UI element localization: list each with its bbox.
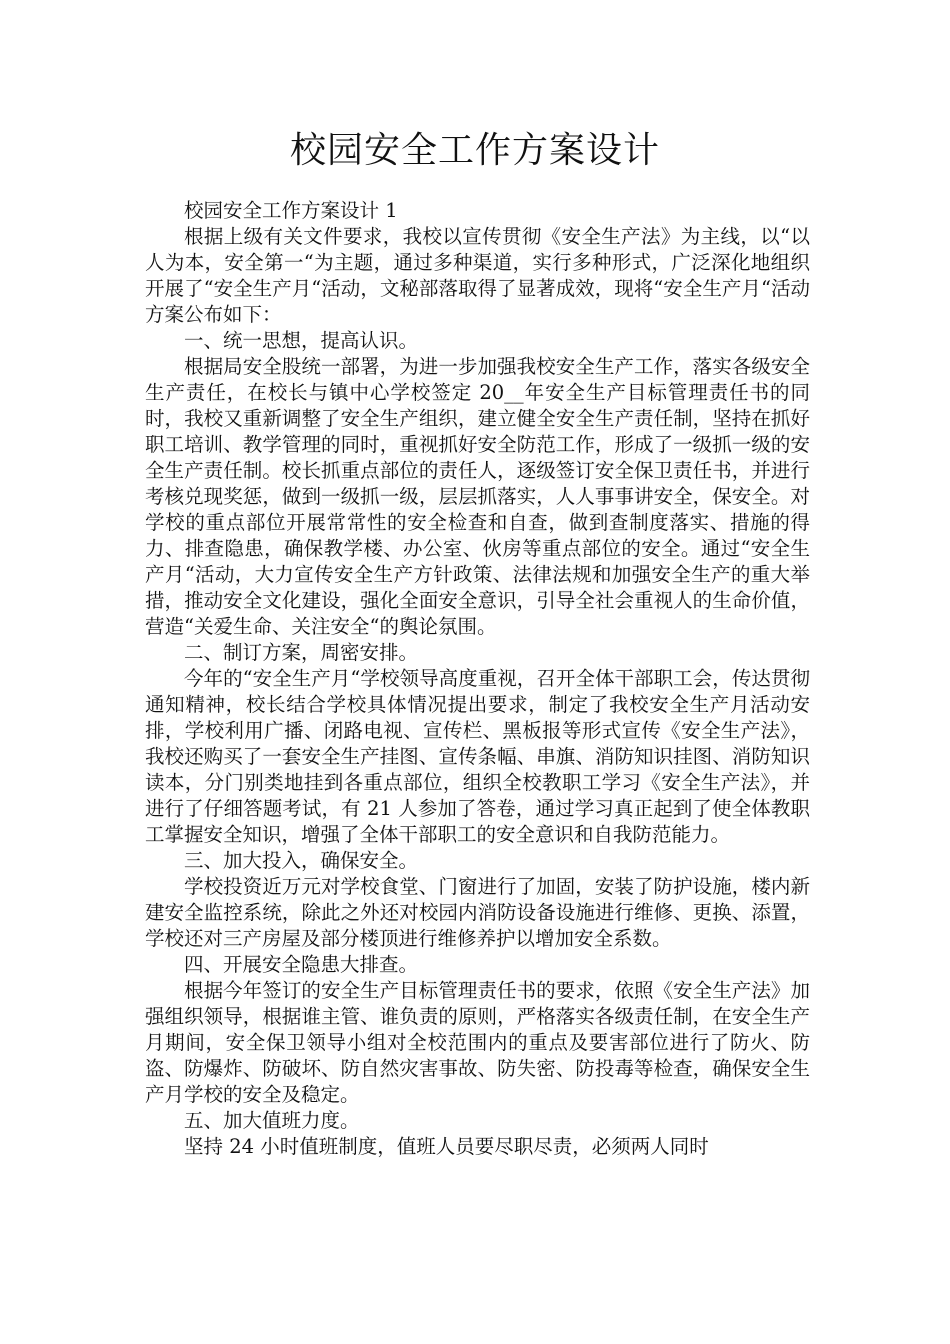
- paragraph-section-5: 坚持 24 小时值班制度，值班人员要尽职尽责，必须两人同时: [184, 1135, 709, 1158]
- paragraph-section-4: 根据今年签订的安全生产目标管理责任书的要求，依照《安全生产法》加强组织领导，根据谁主管、谁负责的原则，严格落实各级责任制，在安全生产月期间，安全保卫领导小组对全校范围内的重点及要害部位进行了防火、防盗、防爆炸、防破坏、防自然灾害事故、防失密、防投毒等检查，确保安全生产月学校的安全及稳定。: [145, 979, 810, 1106]
- document-title: 校园安全工作方案设计: [289, 130, 660, 171]
- paragraph-section-2: 今年的“安全生产月“学校领导高度重视，召开全体干部职工会，传达贯彻通知精神，校长结合学校具体情况提出要求，制定了我校安全生产月活动安排，学校利用广播、闭路电视、宣传栏、黑板报等形式宣传《安全生产法》，我校还购买了一套安全生产挂图、宣传条幅、串旗、消防知识挂图、消防知识读本，分门别类地挂到各重点部位，组织全校教职工学习《安全生产法》，并进行了仔细答题考试，有 21 人参加了答卷，通过学习真正起到了使全体教职工掌握安全知识，增强了全体干部职工的安全意识和自我防范能力。: [145, 667, 810, 846]
- section-heading-2: 二、制订方案，周密安排。: [184, 641, 419, 664]
- paragraph-section-1: 根据局安全股统一部署，为进一步加强我校安全生产工作，落实各级安全生产责任，在校长与镇中心学校签定 20__年安全生产目标管理责任书的同时，我校又重新调整了安全生产组织，建立健全安全生产责任制，坚持在抓好职工培训、教学管理的同时，重视抓好安全防范工作，形成了一级抓一级的安全生产责任制。校长抓重点部位的责任人，逐级签订安全保卫责任书，并进行考核兑现奖惩，做到一级抓一级，层层抓落实，人人事事讲安全，保安全。对学校的重点部位开展常常性的安全检查和自查，做到查制度落实、措施的得力、排查隐患，确保教学楼、办公室、伙房等重点部位的安全。通过“安全生产月“活动，大力宣传安全生产方针政策、法律法规和加强安全生产的重大举措，推动安全文化建设，强化全面安全意识，引导全社会重视人的生命价值，营造“关爱生命、关注安全“的舆论氛围。: [145, 355, 810, 638]
- section-heading-5: 五、加大值班力度。: [184, 1109, 360, 1132]
- paragraph-section-3: 学校投资近万元对学校食堂、门窗进行了加固，安装了防护设施，楼内新建安全监控系统，除此之外还对校园内消防设备设施进行维修、更换、添置，学校还对三产房屋及部分楼顶进行维修养护以增加安全系数。: [145, 875, 810, 950]
- paragraph-intro: 根据上级有关文件要求，我校以宣传贯彻《安全生产法》为主线，以“以人为本，安全第一“为主题，通过多种渠道，实行多种形式，广泛深化地组织开展了“安全生产月“活动，文秘部落取得了显著成效，现将“安全生产月“活动方案公布如下：: [145, 225, 810, 326]
- section-heading-3: 三、加大投入，确保安全。: [184, 849, 419, 872]
- document-body: [145, 198, 810, 1160]
- section-heading-4: 四、开展安全隐患大排查。: [184, 953, 419, 976]
- paragraph-subtitle: 校园安全工作方案设计 1: [184, 199, 398, 222]
- section-heading-1: 一、统一思想，提高认识。: [184, 329, 419, 352]
